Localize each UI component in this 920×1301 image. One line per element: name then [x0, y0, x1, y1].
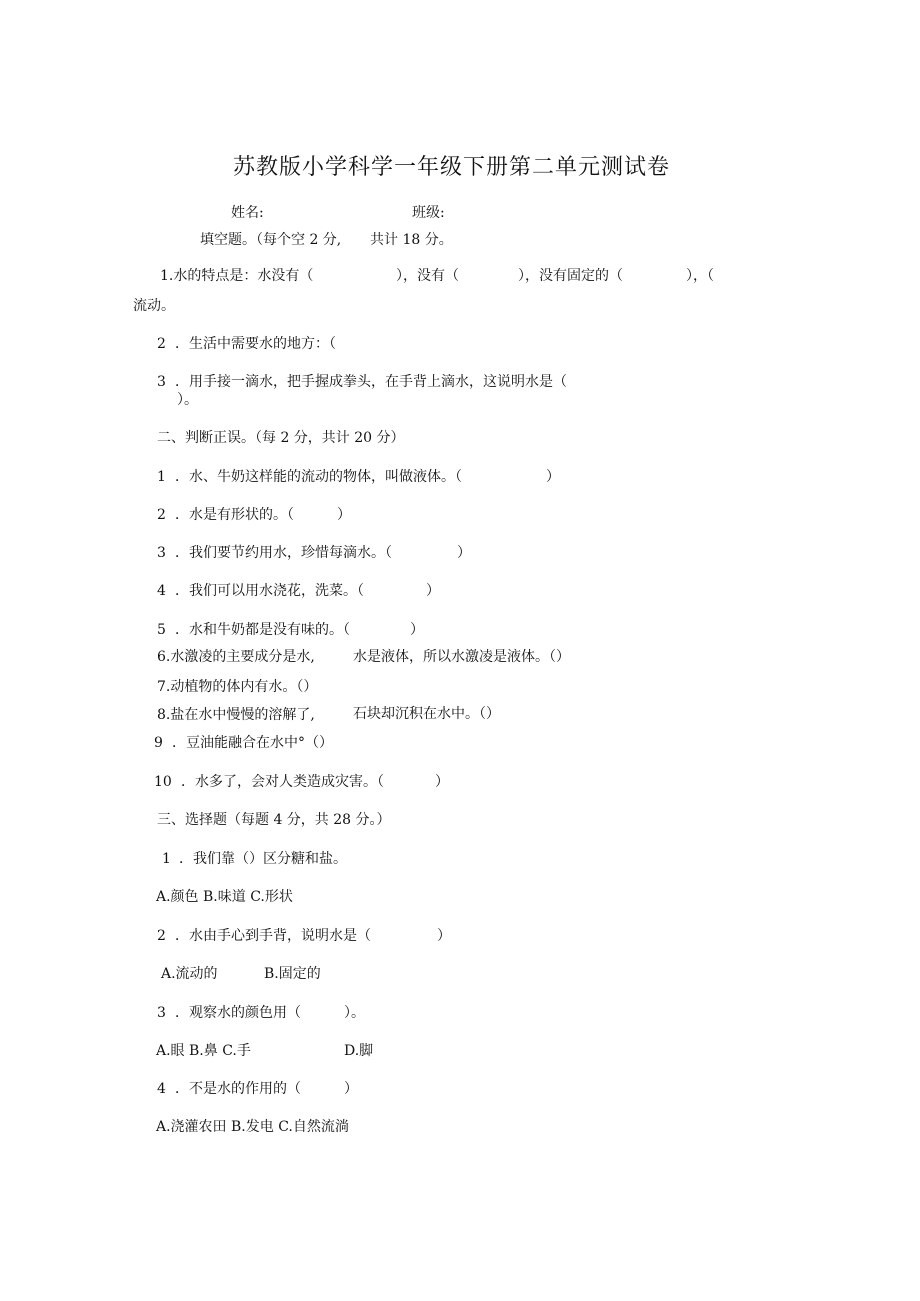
s3-q4-close: ） — [344, 1081, 358, 1097]
s2-q5-text: ．水和牛奶都是没有味的。（ — [175, 622, 350, 638]
s2-q4-text: ．我们可以用水浇花，洗菜。（ — [175, 583, 364, 599]
s1-q1-part-a: 1.水的特点是：水没有（ — [160, 268, 314, 284]
s3-q3-text: ．观察水的颜色用（ — [175, 1005, 301, 1021]
s2-q10-number: 10 — [154, 774, 172, 790]
s1-q3-number: 3 — [157, 374, 166, 390]
section3-heading: 三、选择题（每题 4 分，共 28 分。） — [157, 812, 391, 828]
s2-q3-close: ） — [457, 545, 471, 561]
s3-q1-number: 1 — [162, 851, 171, 867]
s2-q5-number: 5 — [157, 622, 166, 638]
s2-q10-close: ） — [435, 774, 449, 790]
s3-q2-option-b: B.固定的 — [264, 966, 321, 982]
s3-q2-number: 2 — [157, 928, 166, 944]
s3-q3-options-abc: A.眼 B.鼻 C.手 — [156, 1043, 251, 1059]
s2-q2-close: ） — [337, 507, 351, 523]
s3-q3-number: 3 — [157, 1005, 166, 1021]
s3-q2-text: ．水由手心到手背，说明水是（ — [175, 928, 371, 944]
s2-q1-text: ．水、牛奶这样能的流动的物体，叫做液体。（ — [175, 469, 462, 485]
s2-q2-text: ．水是有形状的。（ — [175, 507, 294, 523]
s3-q1-options: A.颜色 B.味道 C.形状 — [156, 889, 293, 905]
section1-heading: 填空题。（每个空 2 分, — [200, 232, 342, 248]
s2-q4-close: ） — [426, 583, 440, 599]
s1-q1-part-b: ），没有（ — [396, 268, 459, 284]
s3-q2-close: ） — [437, 928, 451, 944]
s3-q3-option-d: D.脚 — [344, 1043, 374, 1059]
s2-q1-number: 1 — [157, 469, 166, 485]
section2-heading: 二、判断正误。（每 2 分，共计 20 分） — [157, 430, 405, 446]
s2-q5-close: ） — [410, 622, 424, 638]
section1-heading-total: 共计 18 分。 — [370, 232, 453, 248]
s2-q9-text: ．豆油能融合在水中°（） — [172, 735, 333, 751]
s2-q8-part-a: 8.盐在水中慢慢的溶解了, — [157, 707, 315, 723]
page-title: 苏教版小学科学一年级下册第二单元测试卷 — [233, 155, 671, 180]
s2-q1-close: ） — [546, 469, 560, 485]
s1-q1-part-c: ），没有固定的（ — [518, 268, 623, 284]
s3-q3-close: ）。 — [344, 1005, 365, 1021]
s1-q1-part-d: ），（ — [686, 268, 714, 284]
s3-q4-options: A.浇灌农田 B.发电 C.自然流淌 — [156, 1119, 349, 1135]
s2-q3-number: 3 — [157, 545, 166, 561]
s3-q4-number: 4 — [157, 1081, 166, 1097]
s2-q10-text: ．水多了，会对人类造成灾害。（ — [181, 774, 384, 790]
s2-q4-number: 4 — [157, 583, 166, 599]
s3-q2-option-a: A.流动的 — [161, 966, 218, 982]
s1-q2-number: 2 — [157, 336, 166, 352]
s2-q8-part-b: 石块却沉积在水中。（） — [353, 706, 500, 722]
s2-q6-part-a: 6.水激凌的主要成分是水, — [157, 649, 315, 665]
s2-q3-text: ．我们要节约用水，珍惜每滴水。（ — [175, 545, 392, 561]
s2-q2-number: 2 — [157, 507, 166, 523]
s1-q1-continuation: 流动。 — [133, 298, 175, 314]
s2-q7: 7.动植物的体内有水。（） — [157, 679, 318, 695]
s2-q9-number: 9 — [154, 735, 163, 751]
class-label: 班级: — [412, 205, 445, 221]
s1-q3-continuation: ）。 — [177, 392, 198, 408]
s2-q6-part-b: 水是液体，所以水激凌是液体。（） — [353, 649, 570, 665]
s1-q3-text: ．用手接一滴水，把手握成拳头，在手背上滴水，这说明水是（ — [175, 374, 567, 390]
s3-q1-text: ．我们靠（）区分糖和盐。 — [179, 851, 347, 867]
name-label: 姓名: — [231, 205, 264, 221]
s1-q2-text: ．生活中需要水的地方：（ — [175, 336, 336, 352]
s3-q4-text: ．不是水的作用的（ — [175, 1081, 301, 1097]
